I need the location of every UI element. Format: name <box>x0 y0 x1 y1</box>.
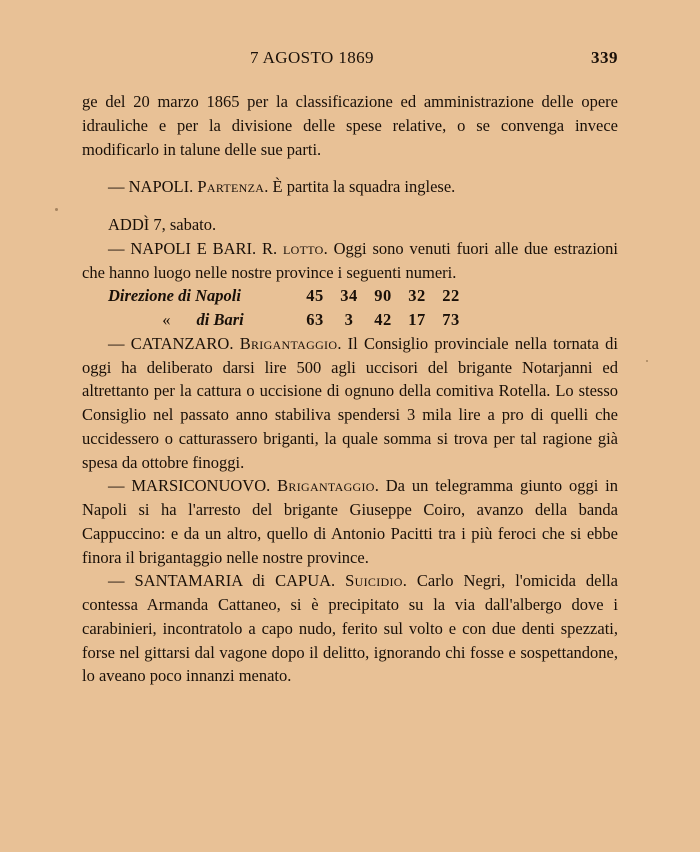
lotto-number: 34 <box>340 286 358 306</box>
paragraph-classificazione: ge del 20 marzo 1865 per la classificazione ed amministrazione delle opere idrauliche e per la divisione delle spese relative, o se convenga invece modificarlo in talune delle sue parti. <box>82 92 618 159</box>
paragraph-catanzaro: — CATANZARO. Brigantaggio. Il Consiglio provinciale nella tornata di oggi ha deliberato darsi lire 500 agli uccisori del brigante Notarjanni ed altrettanto per la cattura o uccisione di ognuno della comitiva Rotella. Lo stesso Consiglio nel passato anno stabiliva spendersi 3 mila lire a pro di quelli che uccidessero o catturassero briganti, la quale somma si trova per tal ragione già spesa da ottobre finoggi. <box>82 333 618 472</box>
lotto-row <box>82 308 618 332</box>
paragraph-marsiconuovo: — MARSICONUOVO. Brigantaggio. Da un telegramma giunto oggi in Napoli si ha l'arresto del brigante Giuseppe Coiro, avanzo della banda Cappuccino: e da un altro, quello di Antonio Pacitti tra i più feroci che si ebbe finora il brigantaggio nelle nostre province. <box>82 476 619 567</box>
article-body <box>82 90 618 688</box>
paragraph-napoli-bari-lotto: — NAPOLI E BARI. R. lotto. Oggi sono venuti fuori alle due estrazioni che hanno luogo nelle nostre province i seguenti numeri. <box>82 238 619 282</box>
lotto-row-label: Direzione di Napoli <box>108 286 241 306</box>
lotto-number: 90 <box>374 286 392 306</box>
lotto-number: 42 <box>374 310 392 329</box>
lotto-number: 17 <box>408 310 426 329</box>
lotto-row-label: di Bari <box>196 310 244 329</box>
ditto-mark: « <box>162 310 171 329</box>
paper-speck <box>646 360 648 362</box>
lotto-number: 32 <box>408 286 426 306</box>
lotto-number: 73 <box>442 310 460 329</box>
running-head: 7 AGOSTO 1869 <box>250 48 374 67</box>
lotto-number: 45 <box>306 286 324 306</box>
lotto-number: 63 <box>306 310 324 329</box>
page-number: 339 <box>591 48 618 67</box>
paragraph-santamaria: — SANTAMARIA di CAPUA. Suicidio. Carlo Negri, l'omicida della contessa Armanda Cattaneo, si è precipitato su la via dall'albergo dove i carabinieri, incontratolo a capo nudo, ferito sul volto e con due denti spezzati, forse nel gittarsi dal vagone dopo il delitto, ignorando chi fosse e sospettandone, lo aveano poco innanzi menato. <box>82 571 618 686</box>
lotto-row-numbers <box>298 286 468 305</box>
lotto-number: 3 <box>344 310 354 329</box>
lotto-number: 22 <box>442 286 460 306</box>
paragraph-addi: ADDÌ 7, sabato. <box>108 215 217 234</box>
paper-speck <box>55 208 58 211</box>
paragraph-napoli-partenza: — NAPOLI. Partenza. È partita la squadra inglese. <box>108 177 456 197</box>
lotto-row-numbers <box>298 310 468 329</box>
lotto-row-label-group <box>108 308 298 332</box>
page-header <box>82 48 618 82</box>
lotto-row <box>82 284 618 308</box>
